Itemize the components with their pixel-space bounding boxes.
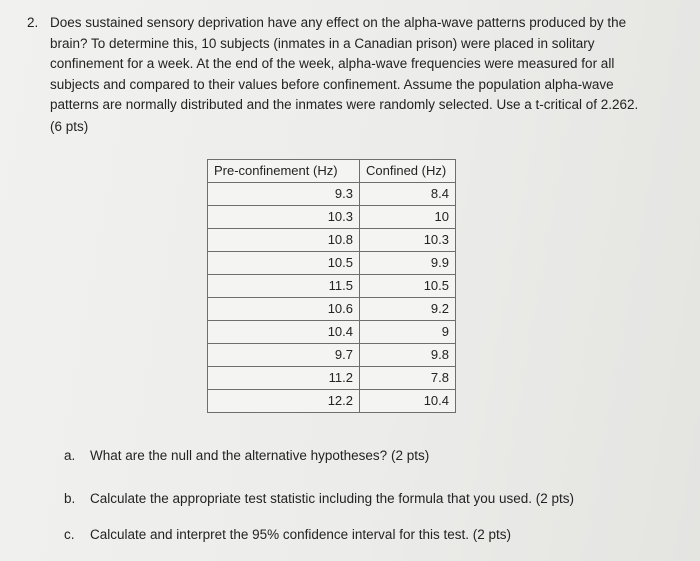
confined-value: 9 xyxy=(360,321,456,344)
pre-value: 10.8 xyxy=(208,229,360,252)
confined-value: 7.8 xyxy=(360,367,456,390)
question-number: 2. xyxy=(27,15,39,30)
table-row xyxy=(208,321,456,344)
question-text: Does sustained sensory deprivation have any effect on the alpha-wave patterns produced by the brain? To determine this, 10 subjects (inmates in a Canadian prison) were placed in solitary confinement for a week. At the end of the week, alpha-wave frequencies were measured for all subjects and compared to their values before confinement. Assume the population alpha-wave patterns are normally distributed and the inmates were randomly selected. Use a t-critical of 2.262. xyxy=(50,15,639,112)
table-row xyxy=(208,344,456,367)
confined-value: 8.4 xyxy=(360,183,456,206)
question-points: (6 pts) xyxy=(50,119,89,134)
table-row xyxy=(208,206,456,229)
table-row xyxy=(208,390,456,413)
pre-value: 12.2 xyxy=(208,390,360,413)
header-pre-confinement: Pre-confinement (Hz) xyxy=(208,160,360,183)
subquestion-letter: c. xyxy=(64,527,75,542)
pre-value: 11.5 xyxy=(208,275,360,298)
subquestion-text: Calculate and interpret the 95% confidence interval for this test. (2 pts) xyxy=(90,527,511,542)
table-row xyxy=(208,252,456,275)
confined-value: 10.4 xyxy=(360,390,456,413)
table-row xyxy=(208,183,456,206)
table-header-row xyxy=(208,160,456,183)
confined-value: 9.2 xyxy=(360,298,456,321)
data-table xyxy=(207,159,456,413)
subquestion-text: Calculate the appropriate test statistic including the formula that you used. (2 pts) xyxy=(90,491,575,506)
table-row xyxy=(208,367,456,390)
pre-value: 9.7 xyxy=(208,344,360,367)
pre-value: 10.4 xyxy=(208,321,360,344)
confined-value: 10.3 xyxy=(360,229,456,252)
pre-value: 10.6 xyxy=(208,298,360,321)
confined-value: 10.5 xyxy=(360,275,456,298)
header-confined: Confined (Hz) xyxy=(360,160,456,183)
table-row xyxy=(208,298,456,321)
confined-value: 9.9 xyxy=(360,252,456,275)
subquestion-letter: b. xyxy=(64,491,76,506)
subquestion-letter: a. xyxy=(64,448,76,463)
confined-value: 9.8 xyxy=(360,344,456,367)
table-row xyxy=(208,229,456,252)
pre-value: 9.3 xyxy=(208,183,360,206)
subquestion-text: What are the null and the alternative hypotheses? (2 pts) xyxy=(90,448,430,463)
pre-value: 11.2 xyxy=(208,367,360,390)
table-row xyxy=(208,275,456,298)
confined-value: 10 xyxy=(360,206,456,229)
pre-value: 10.5 xyxy=(208,252,360,275)
pre-value: 10.3 xyxy=(208,206,360,229)
